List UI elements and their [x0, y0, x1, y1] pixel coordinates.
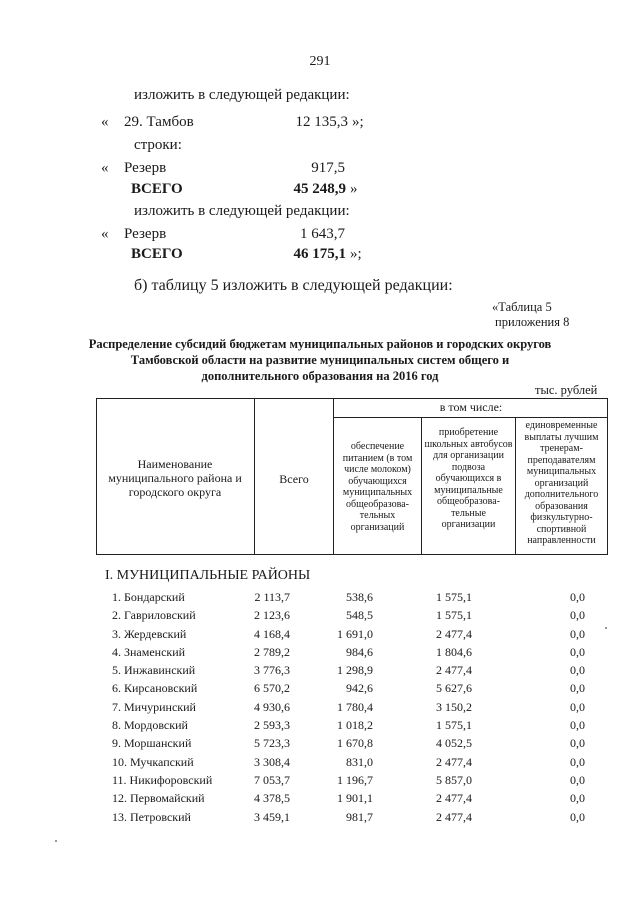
row-value-c: 0,0 — [570, 809, 585, 824]
quote-close: » — [350, 181, 358, 197]
header-column-b: приобретение школьных автобусов для организации подвоза обучающихся в муниципальные общеобразова-тельные организации — [424, 427, 513, 530]
reserve-label: Резерв — [124, 160, 167, 176]
quote-close: »; — [352, 114, 364, 130]
row-value-b: 2 477,4 — [436, 754, 472, 769]
table-body — [0, 590, 640, 828]
row-value-a: 1 780,4 — [337, 699, 373, 714]
quote-open: « — [101, 114, 109, 130]
row-total: 2 789,2 — [254, 644, 290, 659]
row-name: 7. Мичуринский — [112, 699, 196, 714]
quote-open: « — [101, 160, 109, 176]
row-name: 11. Никифоровский — [112, 772, 213, 787]
reserve-label: Резерв — [124, 226, 167, 242]
table-row — [0, 590, 640, 608]
row-total: 4 378,5 — [254, 791, 290, 806]
row-total: 3 459,1 — [254, 809, 290, 824]
row-value-a: 981,7 — [346, 809, 373, 824]
row-value-c: 0,0 — [570, 608, 585, 623]
table-row — [0, 627, 640, 645]
row-total: 2 123,6 — [254, 608, 290, 623]
row-value-a: 1 018,2 — [337, 718, 373, 733]
row-value-a: 942,6 — [346, 681, 373, 696]
header-name-column: Наименование муниципального района и городского округа — [108, 457, 242, 499]
row-value-a: 538,6 — [346, 590, 373, 604]
row-value-b: 1 575,1 — [436, 718, 472, 733]
row-name: 6. Кирсановский — [112, 681, 198, 696]
row29-value: 12 135,3 — [295, 114, 348, 130]
row-value-a: 984,6 — [346, 644, 373, 659]
units-label: тыс. рублей — [535, 383, 598, 397]
row-name: 12. Первомайский — [112, 791, 205, 806]
strings-label: строки: — [134, 137, 182, 153]
row-value-c: 0,0 — [570, 736, 585, 751]
table-row — [0, 810, 640, 828]
header-column-c: единовременные выплаты лучшим тренерам-преподавателям муниципальных организаций дополнительного образования физкультурно-спортивной направленности — [524, 420, 599, 546]
row-total: 3 776,3 — [254, 663, 290, 678]
row-value-b: 1 575,1 — [436, 608, 472, 623]
table-row — [0, 700, 640, 718]
row-value-c: 0,0 — [570, 590, 585, 604]
row-value-b: 3 150,2 — [436, 699, 472, 714]
row-total: 2 113,7 — [254, 590, 290, 604]
row-value-c: 0,0 — [570, 791, 585, 806]
header-total-column: Всего — [279, 472, 309, 486]
row-name: 13. Петровский — [112, 809, 191, 824]
row-value-b: 1 575,1 — [436, 590, 472, 604]
table-row — [0, 755, 640, 773]
header-including: в том числе: — [439, 400, 503, 414]
row-total: 3 308,4 — [254, 754, 290, 769]
row-total: 2 593,3 — [254, 718, 290, 733]
quote-close: »; — [350, 246, 362, 262]
row-value-a: 1 670,8 — [337, 736, 373, 751]
row-name: 2. Гавриловский — [112, 608, 196, 623]
row-name: 8. Мордовский — [112, 718, 188, 733]
caption-line1: Распределение субсидий бюджетам муниципальных районов и городских округов — [88, 337, 552, 351]
reserve-value: 1 643,7 — [300, 226, 345, 242]
total-label: ВСЕГО — [131, 181, 183, 197]
row-value-a: 1 298,9 — [337, 663, 373, 678]
total-value: 46 175,1 — [293, 246, 346, 262]
row-total: 5 723,3 — [254, 736, 290, 751]
row-value-a: 1 691,0 — [337, 626, 373, 641]
row-value-b: 2 477,4 — [436, 626, 472, 641]
row-total: 4 930,6 — [254, 699, 290, 714]
row-value-b: 1 804,6 — [436, 644, 472, 659]
table-row — [0, 718, 640, 736]
page-number: 291 — [309, 54, 331, 69]
row-total: 6 570,2 — [254, 681, 290, 696]
row-total: 4 168,4 — [254, 626, 290, 641]
row-name: 5. Инжавинский — [112, 663, 196, 678]
row-value-a: 548,5 — [346, 608, 373, 623]
row-value-a: 1 901,1 — [337, 791, 373, 806]
caption-line3: дополнительного образования на 2016 год — [201, 369, 439, 383]
row-value-b: 2 477,4 — [436, 791, 472, 806]
row-value-b: 2 477,4 — [436, 809, 472, 824]
table-row — [0, 736, 640, 754]
table-row — [0, 663, 640, 681]
row-value-b: 5 857,0 — [436, 772, 472, 787]
row-name: 1. Бондарский — [112, 590, 185, 604]
row-value-c: 0,0 — [570, 699, 585, 714]
row-value-c: 0,0 — [570, 681, 585, 696]
row-name: 3. Жердевский — [112, 626, 187, 641]
header-column-a: обеспечение питанием (в том числе молоком) обучающихся муниципальных общеобразова-тельных организаций — [342, 441, 413, 533]
row-value-c: 0,0 — [570, 754, 585, 769]
row-name: 10. Мучкапский — [112, 754, 194, 769]
row-total: 7 053,7 — [254, 772, 290, 787]
section-title: I. МУНИЦИПАЛЬНЫЕ РАЙОНЫ — [105, 568, 311, 583]
table-row — [0, 791, 640, 809]
table-ref-line2: приложения 8 — [495, 315, 570, 329]
scan-speck — [55, 840, 57, 842]
row-value-c: 0,0 — [570, 644, 585, 659]
quote-open: « — [101, 226, 109, 242]
row-value-c: 0,0 — [570, 663, 585, 678]
scan-speck — [605, 627, 607, 629]
table-row — [0, 645, 640, 663]
reserve-value: 917,5 — [311, 160, 345, 176]
row-value-a: 1 196,7 — [337, 772, 373, 787]
table-ref-line1: «Таблица 5 — [492, 300, 552, 314]
row-value-a: 831,0 — [346, 754, 373, 769]
table-row — [0, 608, 640, 626]
row-value-c: 0,0 — [570, 772, 585, 787]
row-name: 4. Знаменский — [112, 644, 186, 659]
row-name: 9. Моршанский — [112, 736, 192, 751]
row-value-b: 4 052,5 — [436, 736, 472, 751]
section-b-text: б) таблицу 5 изложить в следующей редакции: — [134, 277, 453, 294]
intro-text-1: изложить в следующей редакции: — [134, 87, 350, 103]
caption-line2: Тамбовской области на развитие муниципальных систем общего и — [130, 353, 510, 367]
row-value-c: 0,0 — [570, 718, 585, 733]
row-value-b: 5 627,6 — [436, 681, 472, 696]
total-value: 45 248,9 — [293, 181, 346, 197]
total-label: ВСЕГО — [131, 246, 183, 262]
row29-label: 29. Тамбов — [124, 114, 194, 130]
intro-text-2: изложить в следующей редакции: — [134, 203, 350, 219]
table-row — [0, 773, 640, 791]
table-row — [0, 681, 640, 699]
row-value-b: 2 477,4 — [436, 663, 472, 678]
row-value-c: 0,0 — [570, 626, 585, 641]
